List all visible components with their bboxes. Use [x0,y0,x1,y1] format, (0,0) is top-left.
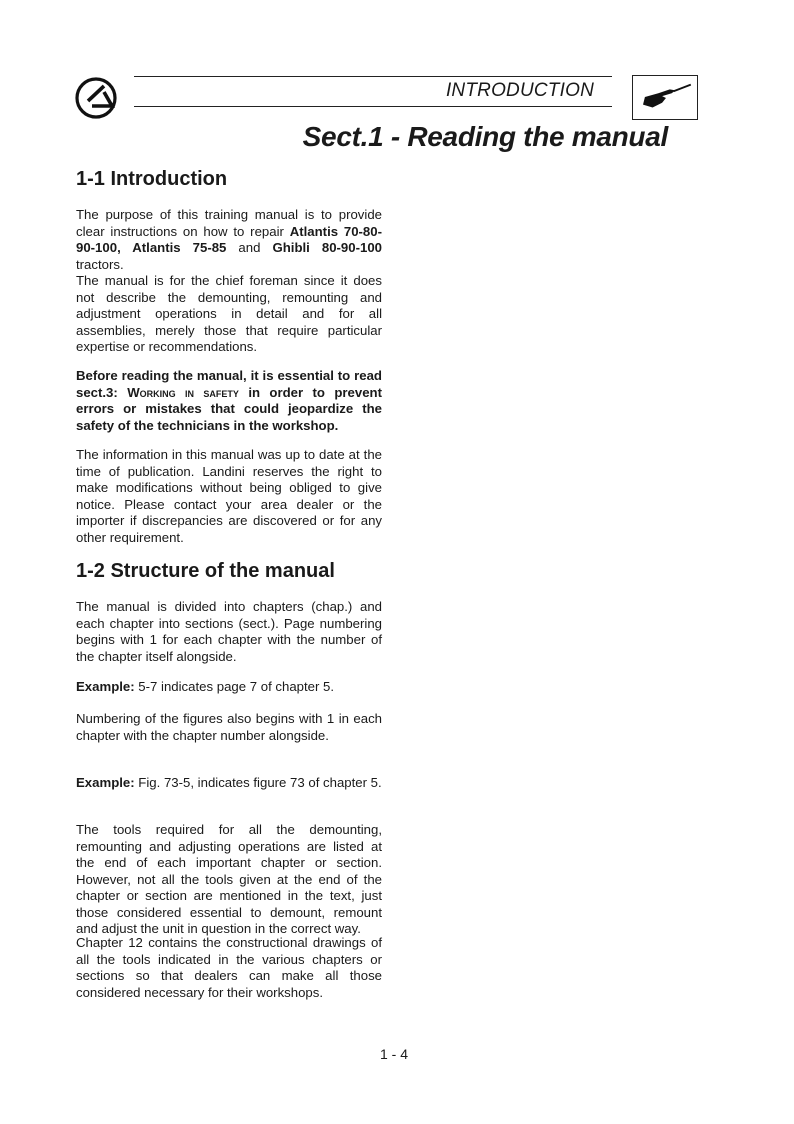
pointing-hand-icon [632,75,698,120]
structure-paragraph-4: Chapter 12 contains the constructional drawings of all the tools indicated in the various chapters or sections so that dealers can make all those considered necessary for their workshops. [76,935,382,1000]
intro-p1-text-a: The purpose of this training manual is to provide clear instructions on how to repair [76,207,382,239]
working-in-safety-ref: Working in safety [127,384,239,400]
model-names-atlantis: Atlantis 70-80-90-100, Atlantis 75-85 [76,223,382,255]
structure-heading: 1-2 Structure of the manual [76,560,335,582]
landini-logo-icon [74,75,124,121]
structure-paragraph-2: Numbering of the figures also begins with 1 in each chapter with the chapter number alongside. [76,711,382,743]
structure-paragraph-3: The tools required for all the demounting, remounting and adjusting operations are listed at the end of each important chapter or section. However, not all the tools given at the end of the chapter or section are mentioned in the text, just those considered essential to demount, remount and adjust the unit in question in the correct way. [76,822,382,936]
intro-paragraph-1 [76,207,382,356]
intro-p1-text-d: The manual is for the chief foreman since it does not describe the demounting, remounting and adjustment operations in detail and for all assemblies, merely those that require particular expertise or recommendations. [76,273,382,354]
intro-p1-text-c: tractors. [76,256,124,272]
example-1-text: 5-7 indicates page 7 of chapter 5. [134,679,335,694]
model-names-ghibli: Ghibli 80-90-100 [272,240,382,255]
section-title: Sect.1 - Reading the manual [302,121,668,152]
page-number: 1 - 4 [380,1046,409,1062]
intro-heading: 1-1 Introduction [76,168,228,190]
structure-paragraph-1: The manual is divided into chapters (chap.) and each chapter into sections (sect.). Page numbering begins with 1 for each chapter with the number of the chapter itself alongside. [76,599,382,664]
warning-text-b: in order to prevent errors or mistakes that could jeopardize the safety of the technicians in the workshop. [76,384,383,433]
intro-paragraph-3: The information in this manual was up to date at the time of publication. Landini reserves the right to make modifications without being obliged to give notice. Please contact your area dealer or the importer if discrepancies are discovered or for any other requirement. [76,447,382,545]
header-rule-top [134,76,612,77]
example-2 [76,775,382,792]
intro-p1-text-b: and [226,240,273,255]
example-2-label: Example: [76,775,135,790]
example-1 [76,679,382,696]
intro-paragraph-2-warning [76,368,382,434]
warning-text-a: Before reading the manual, it is essential to read sect.3: [76,368,382,400]
header-title: INTRODUCTION [445,80,594,101]
header-rule-bottom [134,106,612,107]
example-1-label: Example: [76,679,135,694]
example-2-text: Fig. 73-5, indicates figure 73 of chapter 5. [134,775,382,790]
